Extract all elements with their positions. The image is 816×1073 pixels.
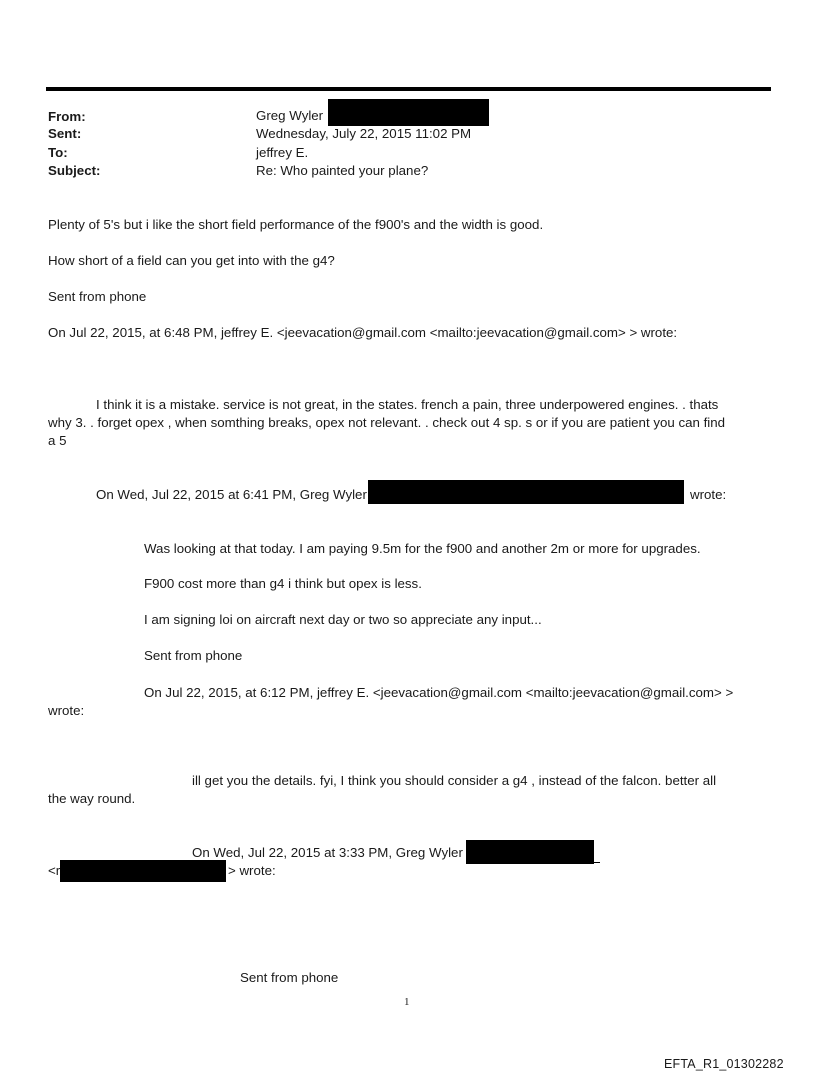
quoted-text: I think it is a mistake. service is not great, in the states. french a pain, three underpowered engines. . thats <box>96 397 719 412</box>
quoted-text: I am signing loi on aircraft next day or two so appreciate any input... <box>144 612 542 627</box>
subject-label: Subject: <box>48 163 101 178</box>
header-divider <box>46 87 771 91</box>
to-label: To: <box>48 145 68 160</box>
body-text: How short of a field can you get into with the g4? <box>48 253 335 268</box>
page-number: 1 <box>404 996 410 1008</box>
quoted-text: Sent from phone <box>144 648 243 663</box>
reply-attribution: <r <box>48 863 61 878</box>
quoted-text: why 3. . forget opex , when somthing breaks, opex not relevant. . check out 4 sp. s or if you are patient you can find <box>48 415 726 430</box>
underline-fragment <box>594 862 600 863</box>
quoted-text: ill get you the details. fyi, I think you should consider a g4 , instead of the falcon. better all <box>192 773 717 788</box>
reply-attribution: > wrote: <box>228 863 276 878</box>
document-id: EFTA_R1_01302282 <box>664 1057 784 1071</box>
quoted-text: Sent from phone <box>240 970 339 985</box>
quoted-text: a 5 <box>48 433 67 448</box>
reply-attribution: wrote: <box>690 487 727 502</box>
redaction-box <box>466 840 594 864</box>
reply-attribution: On Wed, Jul 22, 2015 at 3:33 PM, Greg Wyler <box>192 845 463 860</box>
quoted-text: Was looking at that today. I am paying 9.5m for the f900 and another 2m or more for upgrades. <box>144 541 701 556</box>
redaction-box <box>328 99 489 126</box>
subject-value: Re: Who painted your plane? <box>256 163 429 178</box>
from-label: From: <box>48 109 86 124</box>
reply-attribution: On Jul 22, 2015, at 6:48 PM, jeffrey E. <jeevacation@gmail.com <mailto:jeevacation@gmail.com> > wrote: <box>48 325 678 340</box>
quoted-text: F900 cost more than g4 i think but opex is less. <box>144 576 422 591</box>
body-text: Sent from phone <box>48 289 147 304</box>
redaction-box <box>60 860 226 882</box>
reply-attribution: wrote: <box>48 703 85 718</box>
sent-value: Wednesday, July 22, 2015 11:02 PM <box>256 126 472 141</box>
quoted-text: the way round. <box>48 791 136 806</box>
redaction-box <box>368 480 684 504</box>
from-value: Greg Wyler <box>256 108 324 123</box>
to-value: jeffrey E. <box>256 145 309 160</box>
body-text: Plenty of 5's but i like the short field performance of the f900's and the width is good. <box>48 217 544 232</box>
reply-attribution: On Jul 22, 2015, at 6:12 PM, jeffrey E. <jeevacation@gmail.com <mailto:jeevacation@gmail.com> > <box>144 685 734 700</box>
sent-label: Sent: <box>48 126 82 141</box>
reply-attribution: On Wed, Jul 22, 2015 at 6:41 PM, Greg Wyler <box>96 487 367 502</box>
